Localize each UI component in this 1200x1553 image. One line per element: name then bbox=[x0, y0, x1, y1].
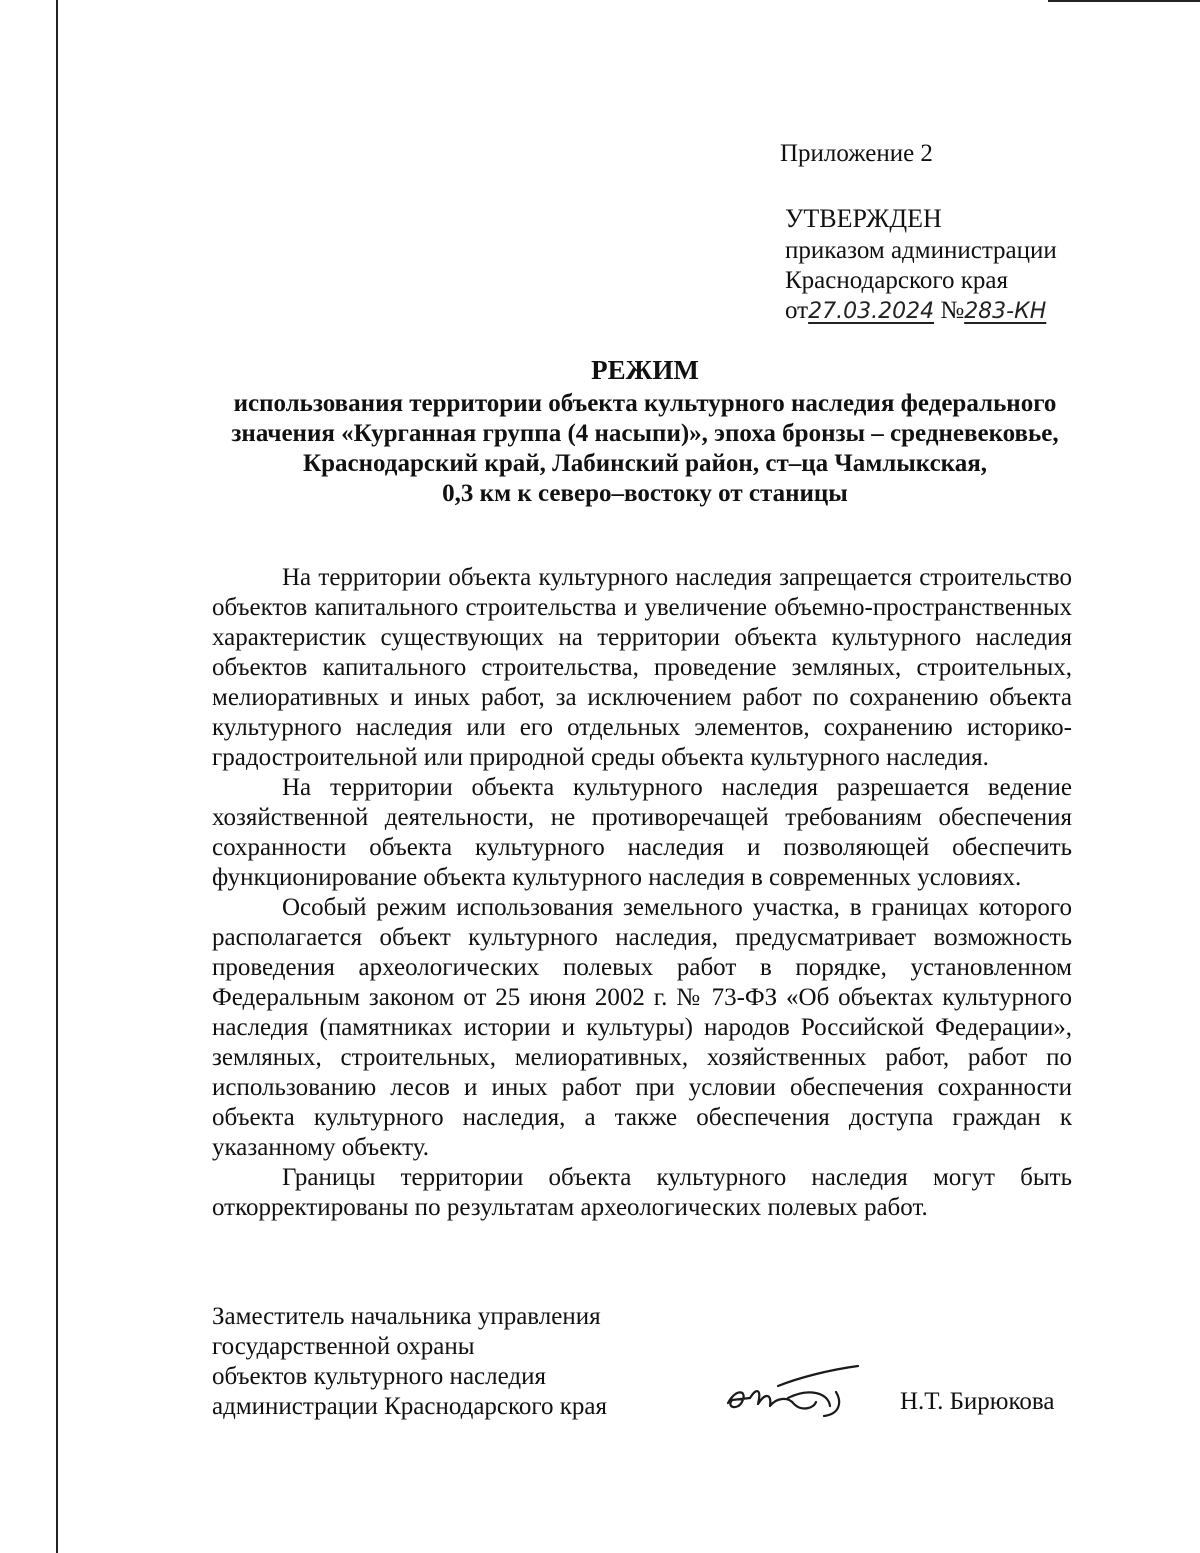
order-date-line bbox=[785, 296, 1057, 327]
title-subtitle-4: 0,3 км к северо–востоку от станицы bbox=[442, 480, 848, 507]
scan-top-edge bbox=[1048, 0, 1200, 2]
approval-block bbox=[785, 204, 1057, 327]
position-line-3: объектов культурного наследия bbox=[212, 1363, 546, 1390]
handwritten-signature bbox=[718, 1358, 868, 1428]
position-line-2: государственной охраны bbox=[212, 1333, 475, 1360]
signer-name: Н.Т. Бирюкова bbox=[900, 1388, 1055, 1415]
paragraph-4: Границы территории объекта культурного наследия могут быть откорректированы по результатам археологических полевых работ. bbox=[212, 1164, 1072, 1221]
title-heading: РЕЖИМ bbox=[591, 355, 699, 385]
order-line-1: приказом администрации bbox=[785, 237, 1057, 264]
title-subtitle-3: Краснодарский край, Лабинский район, ст–ца Чамлыкская, bbox=[303, 450, 987, 477]
title-subtitle-1: использования территории объекта культурного наследия федерального bbox=[233, 390, 1057, 417]
document-body bbox=[212, 563, 1072, 1223]
handwritten-number: 283-КН bbox=[964, 299, 1047, 324]
order-line-2: Краснодарского края bbox=[785, 267, 1008, 294]
date-prefix: от bbox=[785, 297, 809, 324]
handwritten-date: 27.03.2024 bbox=[808, 299, 935, 324]
title-subtitle-2: значения «Курганная группа (4 насыпи)», эпоха бронзы – средневековье, bbox=[231, 420, 1059, 447]
paragraph-2: На территории объекта культурного наследия разрешается ведение хозяйственной деятельности, не противоречащей требованиям обеспечения сохранности объекта культурного наследия и позволяющей обеспечить функционирование объекта культурного наследия в современных условиях. bbox=[212, 774, 1072, 891]
number-prefix: № bbox=[940, 297, 965, 324]
position-line-1: Заместитель начальника управления bbox=[212, 1303, 601, 1330]
position-line-4: администрации Краснодарского края bbox=[212, 1393, 608, 1420]
document-title bbox=[200, 355, 1090, 509]
approved-label: УТВЕРЖДЕН bbox=[785, 204, 942, 233]
paragraph-1: На территории объекта культурного наследия запрещается строительство объектов капитального строительства и увеличение объемно-пространственных характеристик существующих на территории объекта культурного наследия объектов капитального строительства, проведение земляных, строительных, мелиоративных и иных работ, за исключением работ по сохранению объекта культурного наследия или его отдельных элементов, сохранению историко-градостроительной или природной среды объекта культурного наследия. bbox=[212, 564, 1072, 771]
signer-position bbox=[212, 1302, 607, 1422]
appendix-label: Приложение 2 bbox=[780, 140, 933, 167]
paragraph-3: Особый режим использования земельного участка, в границах которого располагается объект культурного наследия, предусматривает возможность проведения археологических полевых работ в порядке, установленном Федеральным законом от 25 июня 2002 г. № 73-ФЗ «Об объектах культурного наследия (памятниках истории и культуры) народов Российской Федерации», земляных, строительных, мелиоративных, хозяйственных работ, работ по использованию лесов и иных работ при условии обеспечения сохранности объекта культурного наследия, а также обеспечения доступа граждан к указанному объекту. bbox=[212, 894, 1072, 1161]
scan-left-edge bbox=[56, 0, 58, 1553]
